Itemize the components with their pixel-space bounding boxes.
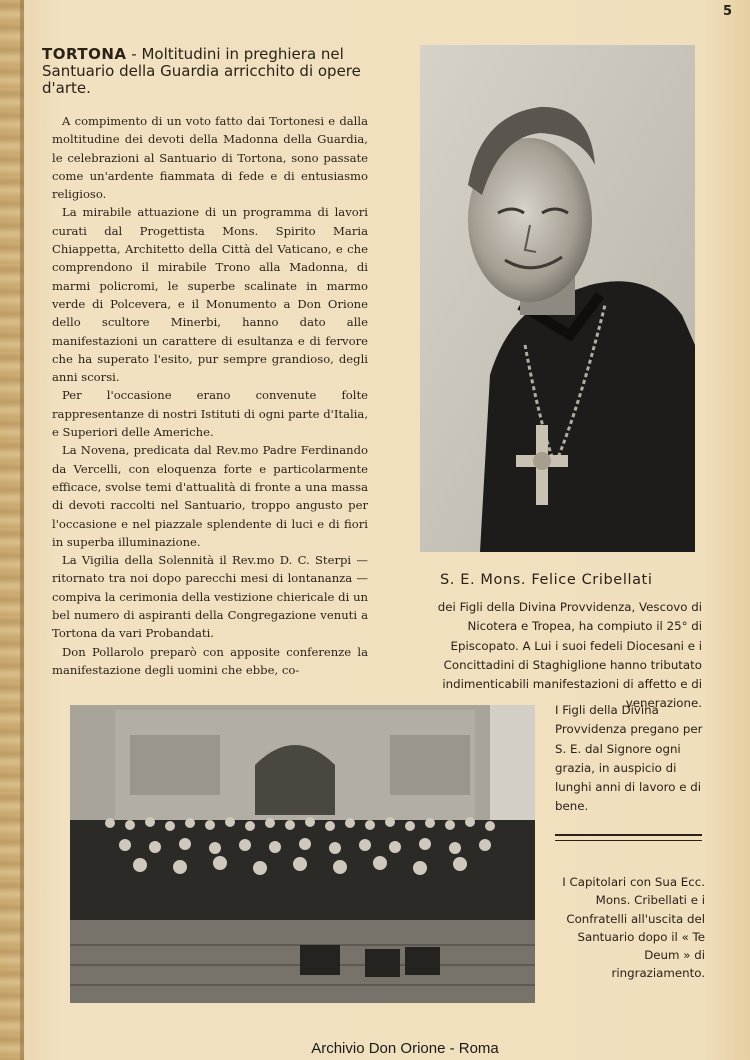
binding-edge [20,0,24,1060]
article-paragraph: La mirabile attuazione di un programma di lavori curati dal Progettista Mons. Spirito Maria Chiappetta, Architetto della Città del Vaticano, e che comprendono il mirabile Trono alla Madonna, di marmi policromi, le superbe scalinate in marmo verde di Polcevera, e il Monumento a Don Orione dello scultore Minerbi, hanno dato alle manifestazioni un carattere di esultanza e di fervore che ha superato l'esito, pur sempre grandioso, degli anni scorsi. [52,205,368,385]
section-divider [555,834,702,841]
bishop-portrait-photo [420,45,695,552]
article-title-rest: - Moltitudini in preghiera nel Santuario della Guardia arricchito di opere d'arte. [42,45,361,97]
portrait-caption-name: S. E. Mons. Felice Cribellati [440,572,653,588]
portrait-caption-tail: I Figli della Divina Provvidenza pregano per S. E. dal Signore ogni grazia, in auspicio di lunghi anni di lavoro e di bene. [555,703,703,814]
group-photo [70,705,535,1003]
article-body [52,112,368,679]
article-paragraph: La Novena, predicata dal Rev.mo Padre Ferdinando da Vercelli, con eloquenza forte e particolarmente efficace, svolse temi d'attualità di fronte a una massa di devoti raccolti nel Santuario, troppo angusto per l'occasione e nel piazzale splendente di luci e di fiori in superba illuminazione. [52,443,368,549]
group-photo-caption: I Capitolari con Sua Ecc. Mons. Cribellati e i Confratelli all'uscita del Santuario dopo il « Te Deum » di ringraziamento. [562,875,705,981]
bishop-portrait-image [420,45,695,552]
article-paragraph: Don Pollarolo preparò con apposite conferenze la manifestazione degli uomini che ebbe, co- [52,644,368,677]
article-paragraph: Per l'occasione erano convenute folte rappresentanze di nostri Istituti di ogni parte d'Italia, e Superiori delle Americhe. [52,388,368,440]
portrait-caption-body: dei Figli della Divina Provvidenza, Vescovo di Nicotera e Tropea, ha compiuto il 25° di Episcopato. A Lui i suoi fedeli Diocesani e i Concittadini di Staghiglione hanno tributato indimenticabili manifestazioni di affetto e di venerazione. [437,600,702,711]
article-paragraph: La Vigilia della Solennità il Rev.mo D. C. Sterpi — ritornato tra noi dopo parecchi mesi di lontananza — compiva la cerimonia della vestizione chiericale di un bel numero di aspiranti della Congregazione venuti a Tortona da vari Probandati. [52,553,368,641]
article-paragraph: A compimento di un voto fatto dai Tortonesi e dalla moltitudine dei devoti della Madonna della Guardia, le celebrazioni al Santuario di Tortona, sono passate come un'ardente fiammata di fede e di entusiasmo religioso. [52,114,368,202]
article-title [42,46,362,97]
archive-footer: Archivio Don Orione - Roma [311,1040,499,1057]
article-title-place: TORTONA [42,45,127,63]
page-number: 5 [722,4,732,19]
group-photo-image [70,705,535,1003]
